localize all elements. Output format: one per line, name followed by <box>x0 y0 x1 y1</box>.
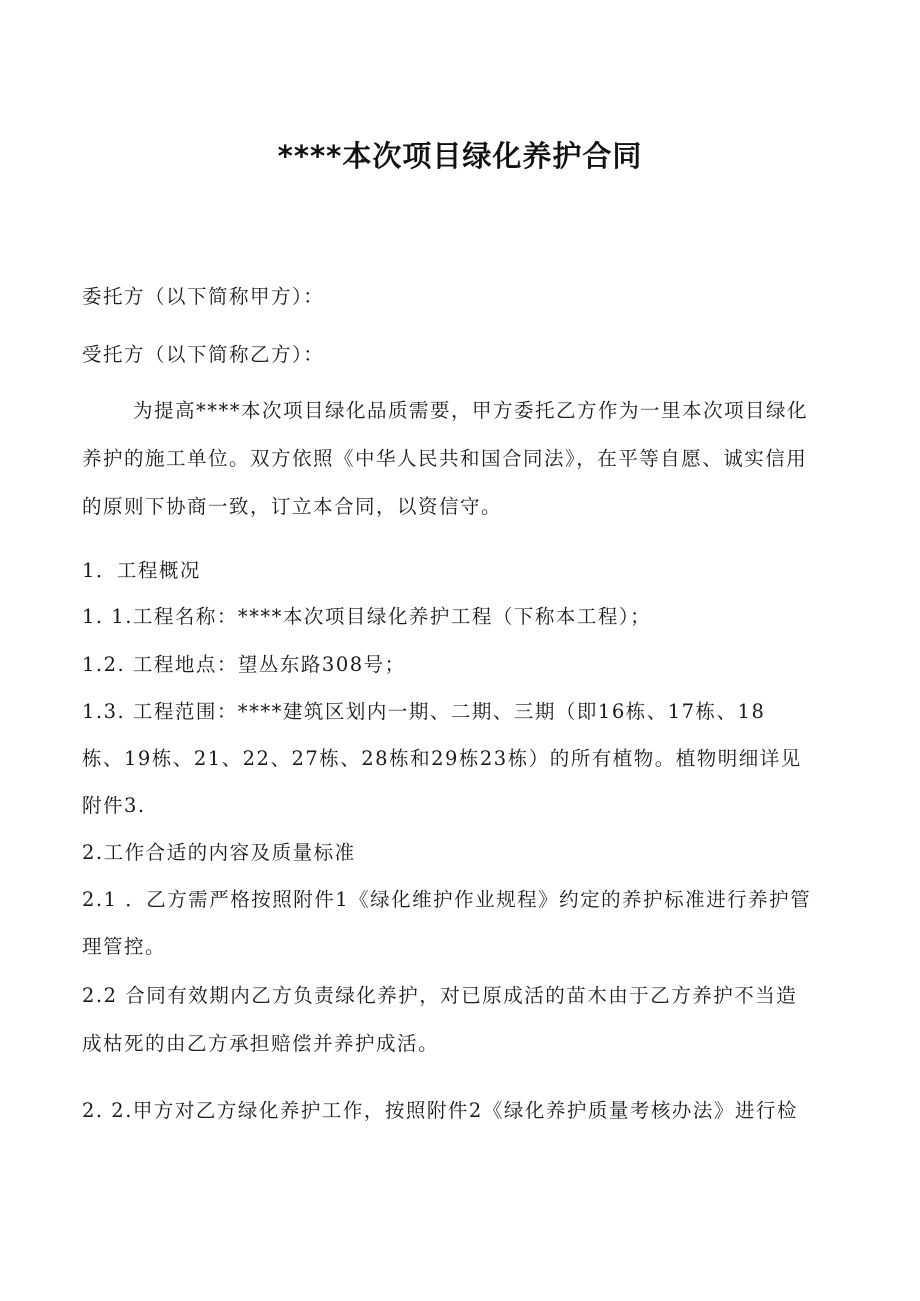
preamble-line-2: 养护的施工单位。双方依照《中华人民共和国合同法》，在平等自愿、诚实信用 <box>82 447 808 470</box>
clause-2-1-line-1: 2.1 ．乙方需严格按照附件1《绿化维护作业规程》约定的养护标准进行养护管 <box>82 888 812 911</box>
document-title: ****本次项目绿化养护合同 <box>277 139 643 173</box>
section-1-heading: 1．工程概况 <box>82 559 201 582</box>
clause-1-3-line-2: 栋、19栋、21、22、27栋、28栋和29栋23栋）的所有植物。植物明细详见 <box>82 747 802 770</box>
preamble-line-3: 的原则下协商一致，订立本合同，以资信守。 <box>82 495 503 518</box>
clause-2-2b-line-1: 2. 2.甲方对乙方绿化养护工作，按照附件2《绿化养护质量考核办法》进行检 <box>82 1099 798 1122</box>
section-2-heading: 2.工作合适的内容及质量标准 <box>82 841 356 864</box>
clause-2-2-line-2: 成枯死的由乙方承担赔偿并养护成活。 <box>82 1032 440 1055</box>
clause-2-2-line-1: 2.2 合同有效期内乙方负责绿化养护，对已原成活的苗木由于乙方养护不当造 <box>82 984 798 1007</box>
clause-2-1-line-2: 理管控。 <box>82 935 167 958</box>
clause-1-3-line-1: 1.3. 工程范围：****建筑区划内一期、二期、三期（即16栋、17栋、18 <box>82 700 766 723</box>
clause-1-3-line-3: 附件3. <box>82 794 146 817</box>
clause-1-1: 1. 1.工程名称：****本次项目绿化养护工程（下称本工程）； <box>82 605 652 628</box>
clause-1-2: 1.2. 工程地点：望丛东路308号； <box>82 653 406 676</box>
preamble-line-1: 为提高****本次项目绿化品质需要，甲方委托乙方作为一里本次项目绿化 <box>133 399 809 422</box>
party-b-line: 受托方（以下简称乙方）： <box>82 343 325 366</box>
party-a-line: 委托方（以下简称甲方）： <box>82 285 325 308</box>
